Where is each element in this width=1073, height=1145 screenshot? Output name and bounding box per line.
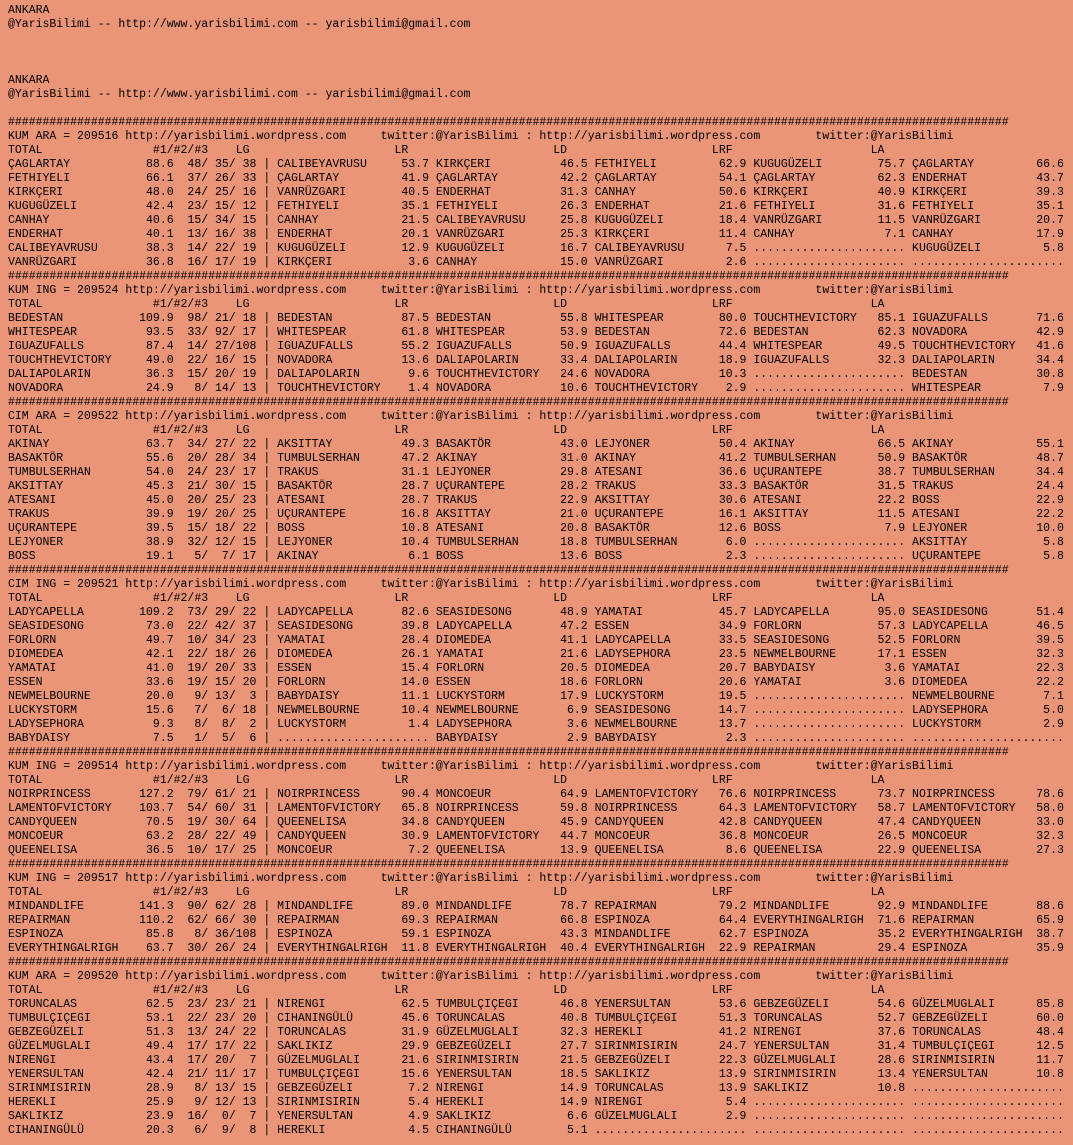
- horse-row: IGUAZUFALLS 87.4 14/ 27/108 | IGUAZUFALLS 55.2 IGUAZUFALLS 50.9 IGUAZUFALLS 44.4 WHITESPEAR 49.5 TOUCHTHEVICTORY 41.6: [8, 340, 1064, 353]
- horse-row: BABYDAISY 7.5 1/ 5/ 6 | ...................... BABYDAISY 2.9 BABYDAISY 2.3 ...................... ......................: [8, 732, 1064, 745]
- horse-row: TOUCHTHEVICTORY 49.0 22/ 16/ 15 | NOVADORA 13.6 DALIAPOLARIN 33.4 DALIAPOLARIN 18.9 IGUAZUFALLS 32.3 DALIAPOLARIN 34.4: [8, 354, 1064, 367]
- blank-line: [8, 102, 1064, 116]
- horse-row: KUGUGÜZELI 42.4 23/ 15/ 12 | FETHIYELI 35.1 FETHIYELI 26.3 ENDERHAT 21.6 FETHIYELI 31.6 FETHIYELI 35.1: [8, 200, 1064, 213]
- horse-row: DIOMEDEA 42.1 22/ 18/ 26 | DIOMEDEA 26.1 YAMATAI 21.6 LADYSEPHORA 23.5 NEWMELBOURNE 17.1 ESSEN 32.3: [8, 648, 1064, 661]
- horse-row: TORUNCALAS 62.5 23/ 23/ 21 | NIRENGI 62.5 TUMBULÇIÇEGI 46.8 YENERSULTAN 53.6 GEBZEGÜZELI 54.6 GÜZELMUGLALI 85.8: [8, 998, 1064, 1011]
- horse-row: FETHIYELI 66.1 37/ 26/ 33 | ÇAGLARTAY 41.9 ÇAGLARTAY 42.2 ÇAGLARTAY 54.1 ÇAGLARTAY 62.3 ENDERHAT 43.7: [8, 172, 1064, 185]
- column-header-line: TOTAL #1/#2/#3 LG LR LD LRF LA: [8, 886, 885, 899]
- horse-row: SEASIDESONG 73.0 22/ 42/ 37 | SEASIDESONG 39.8 LADYCAPELLA 47.2 ESSEN 34.9 FORLORN 57.3 LADYCAPELLA 46.5: [8, 620, 1064, 633]
- column-header-line: TOTAL #1/#2/#3 LG LR LD LRF LA: [8, 144, 885, 157]
- horse-row: UÇURANTEPE 39.5 15/ 18/ 22 | BOSS 10.8 ATESANI 20.8 BASAKTÖR 12.6 BOSS 7.9 LEJYONER 10.0: [8, 522, 1064, 535]
- separator-line: #################################################################################################################################################: [8, 956, 1009, 969]
- horse-row: CIHANINGÜLÜ 20.3 6/ 9/ 8 | HEREKLI 4.5 CIHANINGÜLÜ 5.1 ...................... ...................... ......................: [8, 1124, 1064, 1137]
- horse-row: QUEENELISA 36.5 10/ 17/ 25 | MONCOEUR 7.2 QUEENELISA 13.9 QUEENELISA 8.6 QUEENELISA 22.9 QUEENELISA 27.3: [8, 844, 1064, 857]
- horse-row: VANRÜZGARI 36.8 16/ 17/ 19 | KIRKÇERI 3.6 CANHAY 15.0 VANRÜZGARI 2.6 ...................... ......................: [8, 256, 1064, 269]
- horse-row: ESSEN 33.6 19/ 15/ 20 | FORLORN 14.0 ESSEN 18.6 FORLORN 20.6 YAMATAI 3.6 DIOMEDEA 22.2: [8, 676, 1064, 689]
- column-header-line: TOTAL #1/#2/#3 LG LR LD LRF LA: [8, 984, 885, 997]
- separator-line: #################################################################################################################################################: [8, 116, 1009, 129]
- horse-row: FORLORN 49.7 10/ 34/ 23 | YAMATAI 28.4 DIOMEDEA 41.1 LADYCAPELLA 33.5 SEASIDESONG 52.5 FORLORN 39.5: [8, 634, 1064, 647]
- city-title: ANKARA: [8, 74, 50, 87]
- horse-row: MONCOEUR 63.2 28/ 22/ 49 | CANDYQUEEN 30.9 LAMENTOFVICTORY 44.7 MONCOEUR 36.8 MONCOEUR 26.5 MONCOEUR 32.3: [8, 830, 1064, 843]
- race-header-line: KUM ING = 209517 http://yarisbilimi.wordpress.com twitter:@YarisBilimi : http://yarisbilimi.wordpress.com twitter:@YarisBilimi: [8, 872, 954, 885]
- column-header-line: TOTAL #1/#2/#3 LG LR LD LRF LA: [8, 424, 885, 437]
- horse-row: ÇAGLARTAY 88.6 48/ 35/ 38 | CALIBEYAVRUSU 53.7 KIRKÇERI 46.5 FETHIYELI 62.9 KUGUGÜZELI 75.7 ÇAGLARTAY 66.6: [8, 158, 1064, 171]
- horse-row: TRAKUS 39.9 19/ 20/ 25 | UÇURANTEPE 16.8 AKSITTAY 21.0 UÇURANTEPE 16.1 AKSITTAY 11.5 ATESANI 22.2: [8, 508, 1064, 521]
- race-header-line: CIM ARA = 209522 http://yarisbilimi.wordpress.com twitter:@YarisBilimi : http://yarisbilimi.wordpress.com twitter:@YarisBilimi: [8, 410, 954, 423]
- contact-line: @YarisBilimi -- http://www.yarisbilimi.com -- yarisbilimi@gmail.com: [8, 18, 471, 31]
- race-results-text: [8, 4, 1064, 1138]
- horse-row: CANDYQUEEN 70.5 19/ 30/ 64 | QUEENELISA 34.8 CANDYQUEEN 45.9 CANDYQUEEN 42.8 CANDYQUEEN 47.4 CANDYQUEEN 33.0: [8, 816, 1064, 829]
- race-header-line: KUM ING = 209524 http://yarisbilimi.wordpress.com twitter:@YarisBilimi : http://yarisbilimi.wordpress.com twitter:@YarisBilimi: [8, 284, 954, 297]
- horse-row: REPAIRMAN 110.2 62/ 66/ 30 | REPAIRMAN 69.3 REPAIRMAN 66.8 ESPINOZA 64.4 EVERYTHINGALRIGH 71.6 REPAIRMAN 65.9: [8, 914, 1064, 927]
- horse-row: WHITESPEAR 93.5 33/ 92/ 17 | WHITESPEAR 61.8 WHITESPEAR 53.9 BEDESTAN 72.6 BEDESTAN 62.3 NOVADORA 42.9: [8, 326, 1064, 339]
- horse-row: YENERSULTAN 42.4 21/ 11/ 17 | TUMBULÇIÇEGI 15.6 YENERSULTAN 18.5 SAKLIKIZ 13.9 SIRINMISIRIN 13.4 YENERSULTAN 10.8: [8, 1068, 1064, 1081]
- separator-line: #################################################################################################################################################: [8, 396, 1009, 409]
- horse-row: KIRKÇERI 48.0 24/ 25/ 16 | VANRÜZGARI 40.5 ENDERHAT 31.3 CANHAY 50.6 KIRKÇERI 40.9 KIRKÇERI 39.3: [8, 186, 1064, 199]
- horse-row: LEJYONER 38.9 32/ 12/ 15 | LEJYONER 10.4 TUMBULSERHAN 18.8 TUMBULSERHAN 6.0 ...................... AKSITTAY 5.8: [8, 536, 1064, 549]
- blank-line: [8, 32, 1064, 46]
- horse-row: GÜZELMUGLALI 49.4 17/ 17/ 22 | SAKLIKIZ 29.9 GEBZEGÜZELI 27.7 SIRINMISIRIN 24.7 YENERSULTAN 31.4 TUMBULÇIÇEGI 12.5: [8, 1040, 1064, 1053]
- horse-row: SAKLIKIZ 23.9 16/ 0/ 7 | YENERSULTAN 4.9 SAKLIKIZ 6.6 GÜZELMUGLALI 2.9 ...................... ......................: [8, 1110, 1064, 1123]
- separator-line: #################################################################################################################################################: [8, 746, 1009, 759]
- separator-line: #################################################################################################################################################: [8, 564, 1009, 577]
- horse-row: ESPINOZA 85.8 8/ 36/108 | ESPINOZA 59.1 ESPINOZA 43.3 MINDANDLIFE 62.7 ESPINOZA 35.2 EVERYTHINGALRIGH 38.7: [8, 928, 1064, 941]
- race-header-line: KUM ARA = 209520 http://yarisbilimi.wordpress.com twitter:@YarisBilimi : http://yarisbilimi.wordpress.com twitter:@YarisBilimi: [8, 970, 954, 983]
- horse-row: MINDANDLIFE 141.3 90/ 62/ 28 | MINDANDLIFE 89.0 MINDANDLIFE 78.7 REPAIRMAN 79.2 MINDANDLIFE 92.9 MINDANDLIFE 88.6: [8, 900, 1064, 913]
- column-header-line: TOTAL #1/#2/#3 LG LR LD LRF LA: [8, 592, 885, 605]
- blank-line: [8, 46, 1064, 60]
- horse-row: BEDESTAN 109.9 98/ 21/ 18 | BEDESTAN 87.5 BEDESTAN 55.8 WHITESPEAR 80.0 TOUCHTHEVICTORY 85.1 IGUAZUFALLS 71.6: [8, 312, 1064, 325]
- horse-row: BASAKTÖR 55.6 20/ 28/ 34 | TUMBULSERHAN 47.2 AKINAY 31.0 AKINAY 41.2 TUMBULSERHAN 50.9 BASAKTÖR 48.7: [8, 452, 1064, 465]
- horse-row: DALIAPOLARIN 36.3 15/ 20/ 19 | DALIAPOLARIN 9.6 TOUCHTHEVICTORY 24.6 NOVADORA 10.3 ...................... BEDESTAN 30.8: [8, 368, 1064, 381]
- column-header-line: TOTAL #1/#2/#3 LG LR LD LRF LA: [8, 298, 885, 311]
- horse-row: LUCKYSTORM 15.6 7/ 6/ 18 | NEWMELBOURNE 10.4 NEWMELBOURNE 6.9 SEASIDESONG 14.7 ...................... LADYSEPHORA 5.0: [8, 704, 1064, 717]
- horse-row: CALIBEYAVRUSU 38.3 14/ 22/ 19 | KUGUGÜZELI 12.9 KUGUGÜZELI 16.7 CALIBEYAVRUSU 7.5 ...................... KUGUGÜZELI 5.8: [8, 242, 1064, 255]
- horse-row: TUMBULÇIÇEGI 53.1 22/ 23/ 20 | CIHANINGÜLÜ 45.6 TORUNCALAS 40.8 TUMBULÇIÇEGI 51.3 TORUNCALAS 52.7 GEBZEGÜZELI 60.0: [8, 1012, 1064, 1025]
- horse-row: NOIRPRINCESS 127.2 79/ 61/ 21 | NOIRPRINCESS 90.4 MONCOEUR 64.9 LAMENTOFVICTORY 76.6 NOIRPRINCESS 73.7 NOIRPRINCESS 78.6: [8, 788, 1064, 801]
- race-header-line: KUM ARA = 209516 http://yarisbilimi.wordpress.com twitter:@YarisBilimi : http://yarisbilimi.wordpress.com twitter:@YarisBilimi: [8, 130, 954, 143]
- horse-row: CANHAY 40.6 15/ 34/ 15 | CANHAY 21.5 CALIBEYAVRUSU 25.8 KUGUGÜZELI 18.4 VANRÜZGARI 11.5 VANRÜZGARI 20.7: [8, 214, 1064, 227]
- horse-row: HEREKLI 25.9 9/ 12/ 13 | SIRINMISIRIN 5.4 HEREKLI 14.9 NIRENGI 5.4 ...................... ......................: [8, 1096, 1064, 1109]
- horse-row: NEWMELBOURNE 20.0 9/ 13/ 3 | BABYDAISY 11.1 LUCKYSTORM 17.9 LUCKYSTORM 19.5 ...................... NEWMELBOURNE 7.1: [8, 690, 1064, 703]
- horse-row: ATESANI 45.0 20/ 25/ 23 | ATESANI 28.7 TRAKUS 22.9 AKSITTAY 30.6 ATESANI 22.2 BOSS 22.9: [8, 494, 1064, 507]
- race-header-line: CIM ING = 209521 http://yarisbilimi.wordpress.com twitter:@YarisBilimi : http://yarisbilimi.wordpress.com twitter:@YarisBilimi: [8, 578, 954, 591]
- horse-row: ENDERHAT 40.1 13/ 16/ 38 | ENDERHAT 20.1 VANRÜZGARI 25.3 KIRKÇERI 11.4 CANHAY 7.1 CANHAY 17.9: [8, 228, 1064, 241]
- horse-row: NOVADORA 24.9 8/ 14/ 13 | TOUCHTHEVICTORY 1.4 NOVADORA 10.6 TOUCHTHEVICTORY 2.9 ...................... WHITESPEAR 7.9: [8, 382, 1064, 395]
- horse-row: NIRENGI 43.4 17/ 20/ 7 | GÜZELMUGLALI 21.6 SIRINMISIRIN 21.5 GEBZEGÜZELI 22.3 GÜZELMUGLALI 28.6 SIRINMISIRIN 11.7: [8, 1054, 1064, 1067]
- horse-row: EVERYTHINGALRIGH 63.7 30/ 26/ 24 | EVERYTHINGALRIGH 11.8 EVERYTHINGALRIGH 40.4 EVERYTHINGALRIGH 22.9 REPAIRMAN 29.4 ESPINOZA 35.9: [8, 942, 1064, 955]
- horse-row: AKSITTAY 45.3 21/ 30/ 15 | BASAKTÖR 28.7 UÇURANTEPE 28.2 TRAKUS 33.3 BASAKTÖR 31.5 TRAKUS 24.4: [8, 480, 1064, 493]
- horse-row: LADYCAPELLA 109.2 73/ 29/ 22 | LADYCAPELLA 82.6 SEASIDESONG 48.9 YAMATAI 45.7 LADYCAPELLA 95.0 SEASIDESONG 51.4: [8, 606, 1064, 619]
- horse-row: SIRINMISIRIN 28.9 8/ 13/ 15 | GEBZEGÜZELI 7.2 NIRENGI 14.9 TORUNCALAS 13.9 SAKLIKIZ 10.8 ......................: [8, 1082, 1064, 1095]
- column-header-line: TOTAL #1/#2/#3 LG LR LD LRF LA: [8, 774, 885, 787]
- separator-line: #################################################################################################################################################: [8, 270, 1009, 283]
- city-title: ANKARA: [8, 4, 50, 17]
- horse-row: LAMENTOFVICTORY 103.7 54/ 60/ 31 | LAMENTOFVICTORY 65.8 NOIRPRINCESS 59.8 NOIRPRINCESS 64.3 LAMENTOFVICTORY 58.7 LAMENTOFVICTORY 58.0: [8, 802, 1064, 815]
- separator-line: #################################################################################################################################################: [8, 858, 1009, 871]
- horse-row: TUMBULSERHAN 54.0 24/ 23/ 17 | TRAKUS 31.1 LEJYONER 29.8 ATESANI 36.6 UÇURANTEPE 38.7 TUMBULSERHAN 34.4: [8, 466, 1064, 479]
- horse-row: AKINAY 63.7 34/ 27/ 22 | AKSITTAY 49.3 BASAKTÖR 43.0 LEJYONER 50.4 AKINAY 66.5 AKINAY 55.1: [8, 438, 1064, 451]
- horse-row: YAMATAI 41.0 19/ 20/ 33 | ESSEN 15.4 FORLORN 20.5 DIOMEDEA 20.7 BABYDAISY 3.6 YAMATAI 22.3: [8, 662, 1064, 675]
- horse-row: LADYSEPHORA 9.3 8/ 8/ 2 | LUCKYSTORM 1.4 LADYSEPHORA 3.6 NEWMELBOURNE 13.7 ...................... LUCKYSTORM 2.9: [8, 718, 1064, 731]
- race-header-line: KUM ING = 209514 http://yarisbilimi.wordpress.com twitter:@YarisBilimi : http://yarisbilimi.wordpress.com twitter:@YarisBilimi: [8, 760, 954, 773]
- horse-row: GEBZEGÜZELI 51.3 13/ 24/ 22 | TORUNCALAS 31.9 GÜZELMUGLALI 32.3 HEREKLI 41.2 NIRENGI 37.6 TORUNCALAS 48.4: [8, 1026, 1064, 1039]
- blank-line: [8, 60, 1064, 74]
- horse-row: BOSS 19.1 5/ 7/ 17 | AKINAY 6.1 BOSS 13.6 BOSS 2.3 ...................... UÇURANTEPE 5.8: [8, 550, 1064, 563]
- contact-line: @YarisBilimi -- http://www.yarisbilimi.com -- yarisbilimi@gmail.com: [8, 88, 471, 101]
